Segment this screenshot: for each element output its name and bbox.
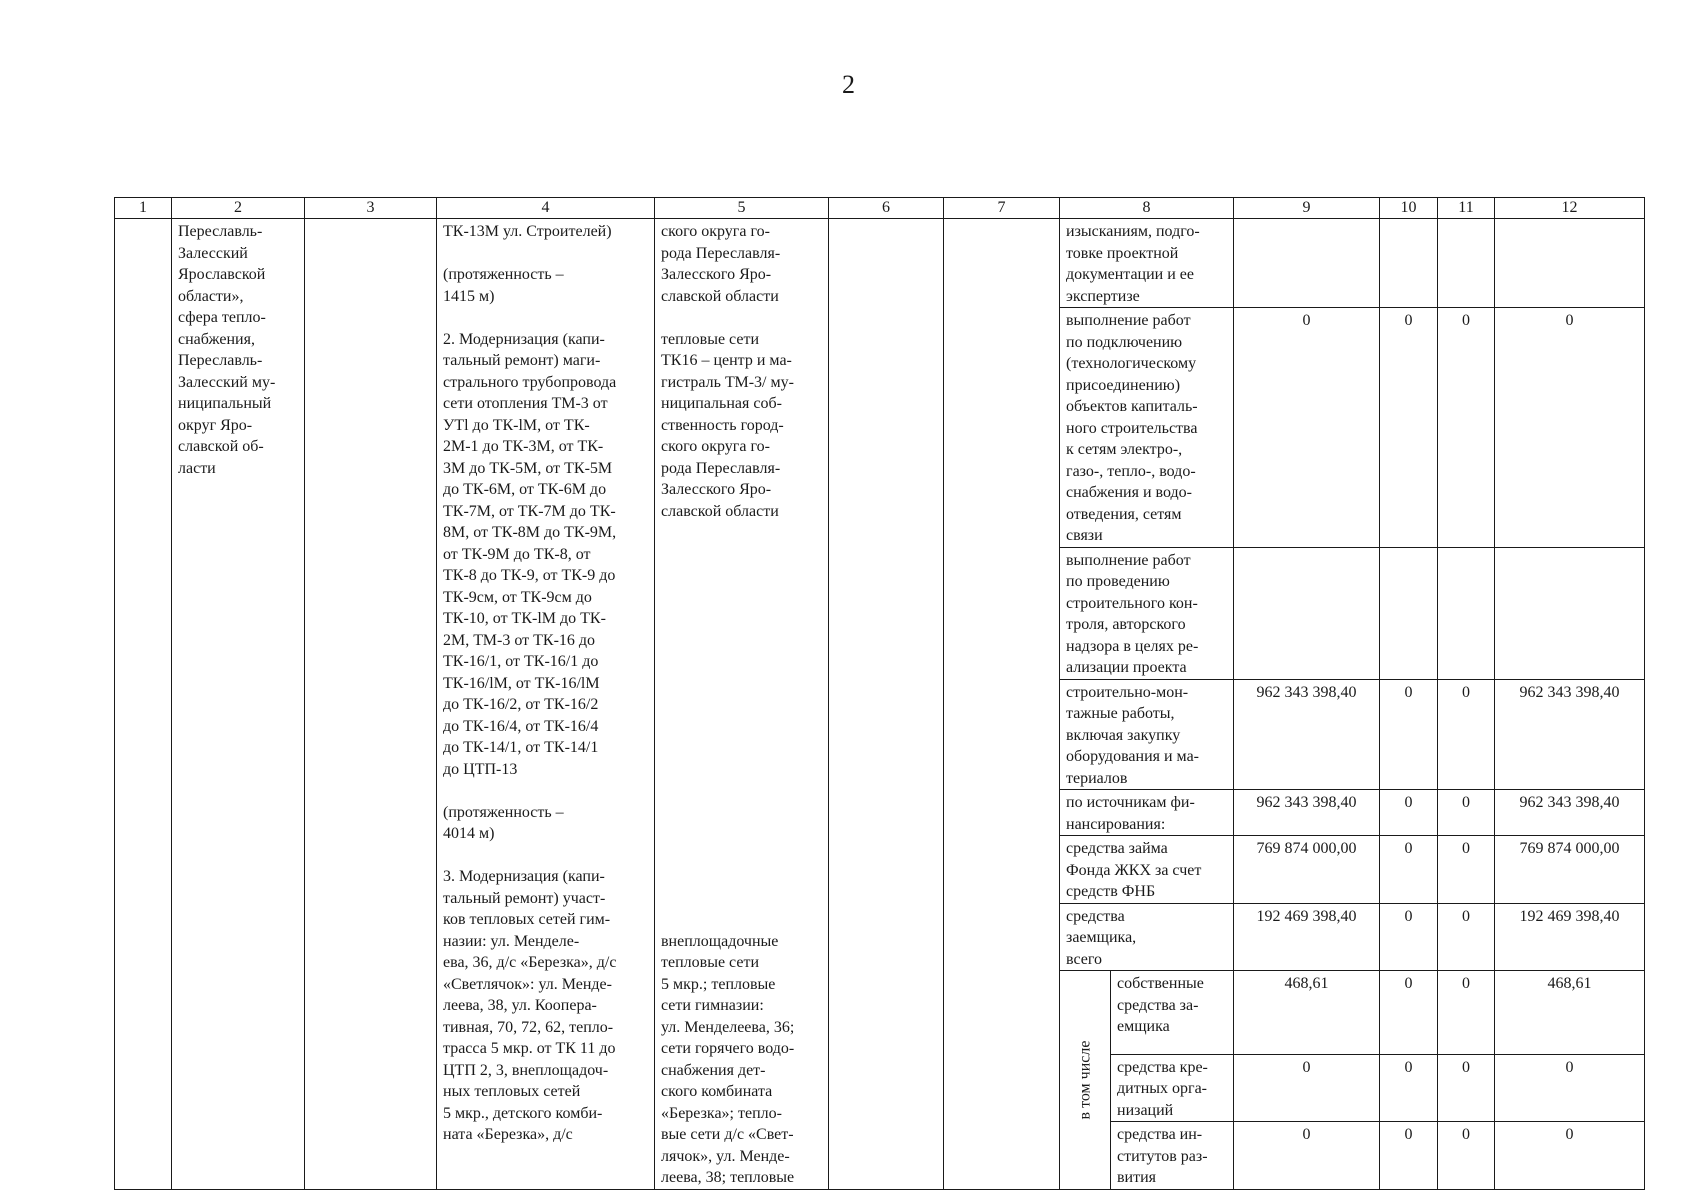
- value-col10: 0: [1380, 308, 1438, 548]
- row-label: средства займа Фонда ЖКХ за счет средств ФНБ: [1060, 836, 1234, 904]
- value-col12: 0: [1495, 1122, 1645, 1190]
- cell-col1: [115, 219, 172, 1190]
- value-col9: 962 343 398,40: [1234, 790, 1380, 836]
- value-col9: 769 874 000,00: [1234, 836, 1380, 904]
- value-col11: [1438, 219, 1495, 308]
- cell-col5-objects: ского округа го- рода Переславля- Залесского Яро- славской области тепловые сети ТК16 – центр и ма- гистраль ТМ-3/ му- ниципальная соб- ственность город- ского округа го- рода Переславля- Залесского Яро- славской области внеплощадочные тепловые сети 5 мкр.; тепловые сети гимназии: ул. Менделеева, 36; сети горячего водо- снабжения дет- ского комбината «Березка»; тепло- вые сети д/с «Свет- лячок», ул. Менде- леева, 38; тепловые: [655, 219, 829, 1190]
- row-label: изысканиям, подго- товке проектной документации и ее экспертизе: [1060, 219, 1234, 308]
- value-col9: 0: [1234, 1054, 1380, 1122]
- value-col12: 962 343 398,40: [1495, 679, 1645, 790]
- value-col10: 0: [1380, 679, 1438, 790]
- value-col11: 0: [1438, 790, 1495, 836]
- row-label: выполнение работ по подключению (технологическому присоединению) объектов капиталь- ного строительства к сетям электро-, газо-, тепло-, водо- снабжения и водо- отведения, сетям связи: [1060, 308, 1234, 548]
- row-label: средства заемщика, всего: [1060, 903, 1234, 971]
- column-header: 9: [1234, 198, 1380, 219]
- value-col9: [1234, 547, 1380, 679]
- value-col12: [1495, 547, 1645, 679]
- value-col10: 0: [1380, 1122, 1438, 1190]
- table-row: [115, 219, 1645, 308]
- value-col11: 0: [1438, 1054, 1495, 1122]
- subgroup-label: в том числе: [1076, 1040, 1094, 1120]
- value-col10: [1380, 219, 1438, 308]
- column-number-row: [115, 198, 1645, 219]
- financing-table: [114, 197, 1645, 1190]
- column-header: 2: [172, 198, 305, 219]
- page-number: 2: [842, 70, 855, 99]
- cell-col4-works: ТК-13М ул. Строителей) (протяженность – 1415 м) 2. Модернизация (капи- тальный ремонт) маги- стрального трубопровода сети отопления ТМ-3 от УТl до ТК-lМ, от ТК- 2М-1 до ТК-3М, от ТК- 3М до ТК-5М, от ТК-5М до ТК-6М, от ТК-6М до ТК-7М, от ТК-7М до ТК- 8М, от ТК-8М до ТК-9М, от ТК-9М до ТК-8, от ТК-8 до ТК-9, от ТК-9 до ТК-9см, от ТК-9см до ТК-10, от ТК-lМ до ТК- 2М, ТМ-3 от ТК-16 до ТК-16/1, от ТК-16/1 до ТК-16/lМ, от ТК-16/lМ до ТК-16/2, от ТК-16/2 до ТК-16/4, от ТК-16/4 до ТК-14/1, от ТК-14/1 до ЦТП-13 (протяженность – 4014 м) 3. Модернизация (капи- тальный ремонт) участ- ков тепловых сетей гим- назии: ул. Менделе- ева, 36, д/с «Березка», д/с «Светлячок»: ул. Менде- леева, 38, ул. Коопера- тивная, 70, 72, 62, тепло- трасса 5 мкр. от ТК 11 до ЦТП 2, 3, внеплощадоч- ных тепловых сетей 5 мкр., детского комби- ната «Березка», д/с: [437, 219, 655, 1190]
- value-col10: [1380, 547, 1438, 679]
- value-col11: 0: [1438, 308, 1495, 548]
- column-header: 6: [829, 198, 944, 219]
- value-col9: 468,61: [1234, 971, 1380, 1055]
- value-col10: 0: [1380, 971, 1438, 1055]
- value-col9: 0: [1234, 1122, 1380, 1190]
- column-header: 12: [1495, 198, 1645, 219]
- value-col9: 0: [1234, 308, 1380, 548]
- cell-col7: [944, 219, 1060, 1190]
- row-label: средства кре- дитных орга- низаций: [1111, 1054, 1234, 1122]
- cell-col6: [829, 219, 944, 1190]
- column-header: 8: [1060, 198, 1234, 219]
- value-col9: 962 343 398,40: [1234, 679, 1380, 790]
- cell-col3: [305, 219, 437, 1190]
- value-col11: 0: [1438, 1122, 1495, 1190]
- value-col12: 962 343 398,40: [1495, 790, 1645, 836]
- row-label: собственные средства за- емщика: [1111, 971, 1234, 1055]
- row-label: по источникам фи- нансирования:: [1060, 790, 1234, 836]
- value-col12: 192 469 398,40: [1495, 903, 1645, 971]
- value-col12: 0: [1495, 308, 1645, 548]
- value-col9: [1234, 219, 1380, 308]
- column-header: 11: [1438, 198, 1495, 219]
- row-label: средства ин- ститутов раз- вития: [1111, 1122, 1234, 1190]
- column-header: 1: [115, 198, 172, 219]
- value-col11: [1438, 547, 1495, 679]
- value-col12: 769 874 000,00: [1495, 836, 1645, 904]
- value-col10: 0: [1380, 836, 1438, 904]
- value-col11: 0: [1438, 836, 1495, 904]
- row-label: строительно-мон- тажные работы, включая закупку оборудования и ма- териалов: [1060, 679, 1234, 790]
- value-col11: 0: [1438, 903, 1495, 971]
- value-col11: 0: [1438, 971, 1495, 1055]
- value-col10: 0: [1380, 1054, 1438, 1122]
- column-header: 10: [1380, 198, 1438, 219]
- column-header: 5: [655, 198, 829, 219]
- column-header: 7: [944, 198, 1060, 219]
- subgroup-label-cell: [1060, 971, 1111, 1190]
- value-col10: 0: [1380, 903, 1438, 971]
- value-col12: [1495, 219, 1645, 308]
- value-col10: 0: [1380, 790, 1438, 836]
- value-col12: 468,61: [1495, 971, 1645, 1055]
- value-col9: 192 469 398,40: [1234, 903, 1380, 971]
- row-label: выполнение работ по проведению строительного кон- троля, авторского надзора в целях ре- ализации проекта: [1060, 547, 1234, 679]
- value-col11: 0: [1438, 679, 1495, 790]
- column-header: 4: [437, 198, 655, 219]
- column-header: 3: [305, 198, 437, 219]
- value-col12: 0: [1495, 1054, 1645, 1122]
- cell-col2-organization: Переславль- Залесский Ярославской области», сфера тепло- снабжения, Переславль- Залесский му- ниципальный округ Яро- славской об- ласти: [172, 219, 305, 1190]
